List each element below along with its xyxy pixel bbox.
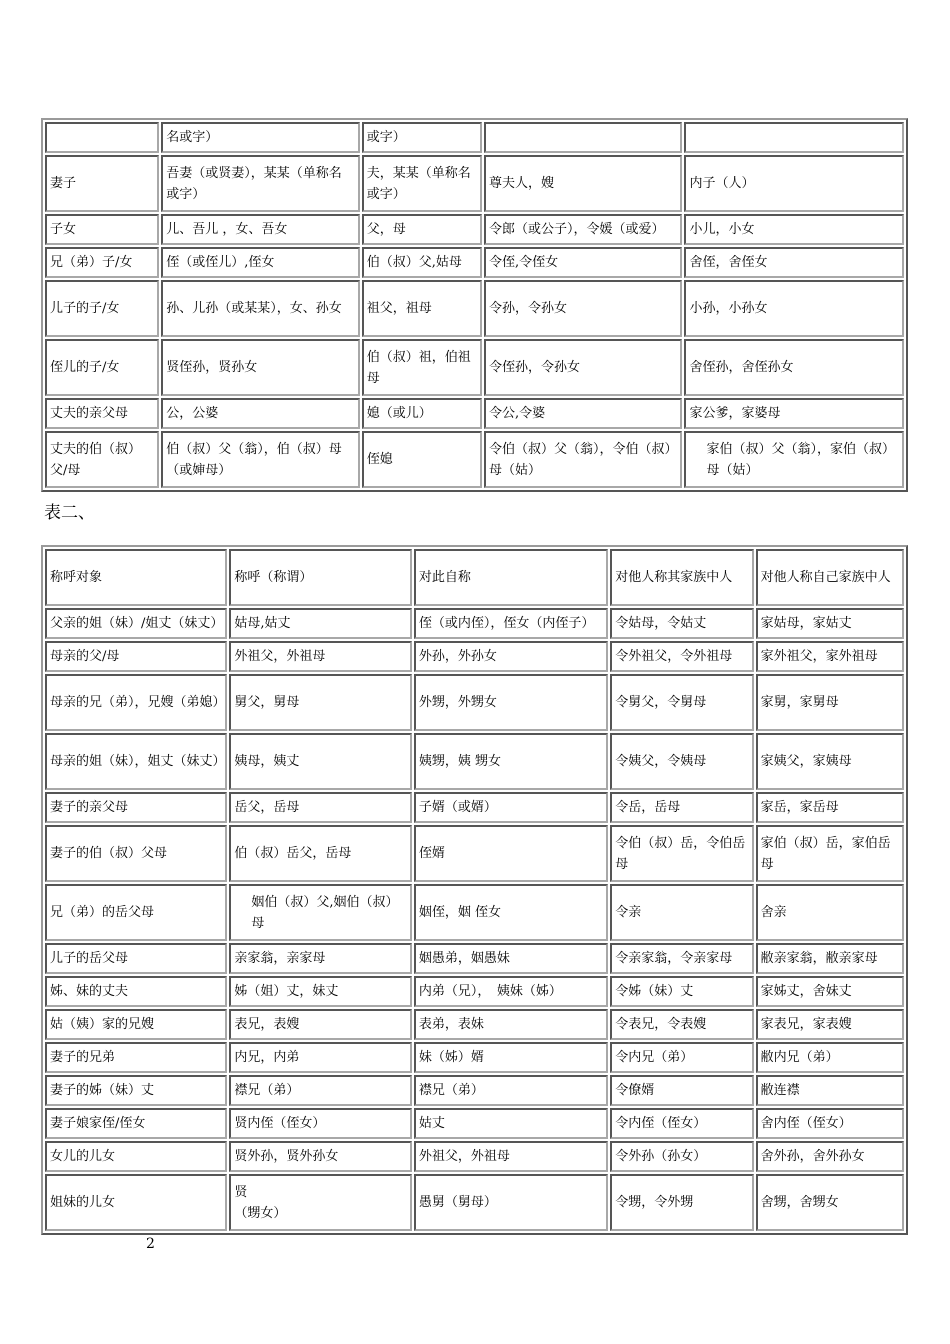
table-cell xyxy=(45,122,159,153)
table-cell: 小儿，小女 xyxy=(684,214,904,245)
table-cell: 家外祖父，家外祖母 xyxy=(756,641,904,672)
table-cell: 伯（叔）父,姑母 xyxy=(362,247,482,278)
page-number: 2 xyxy=(146,1236,155,1252)
table-row xyxy=(45,884,904,941)
table-cell: 贤 （甥女） xyxy=(229,1174,411,1231)
table-row xyxy=(45,398,904,429)
table-cell: 令姨父，令姨母 xyxy=(610,733,753,790)
table-cell: 姨甥，姨 甥女 xyxy=(414,733,608,790)
table-row xyxy=(45,1042,904,1073)
table-row xyxy=(45,1174,904,1231)
table-cell: 侄（或侄儿）,侄女 xyxy=(161,247,359,278)
table-row xyxy=(45,1108,904,1139)
table-cell: 家公爹，家婆母 xyxy=(684,398,904,429)
table-cell: 称呼（称谓） xyxy=(229,549,411,606)
table-cell: 姊、妹的丈夫 xyxy=(45,976,227,1007)
table-cell: 令亲 xyxy=(610,884,753,941)
table-cell: 舅父，舅母 xyxy=(229,674,411,731)
table-cell: 舍侄孙，舍侄孙女 xyxy=(684,339,904,396)
table-cell: 舍亲 xyxy=(756,884,904,941)
table-cell: 称呼对象 xyxy=(45,549,227,606)
table-cell: 丈夫的伯（叔）父/母 xyxy=(45,431,159,488)
table-cell: 父亲的姐（妹）/姐丈（妹丈） xyxy=(45,608,227,639)
table-cell: 贤侄孙，贤孙女 xyxy=(161,339,359,396)
table-cell: 侄儿的子/女 xyxy=(45,339,159,396)
table-cell: 子女 xyxy=(45,214,159,245)
kinship-table-1 xyxy=(41,118,908,492)
table-row xyxy=(45,641,904,672)
table-cell: 令表兄，令表嫂 xyxy=(610,1009,753,1040)
table-cell: 家舅，家舅母 xyxy=(756,674,904,731)
table-cell: 敝内兄（弟） xyxy=(756,1042,904,1073)
table-cell: 令伯（叔）岳，令伯岳母 xyxy=(610,825,753,882)
table-cell: 姑（姨）家的兄嫂 xyxy=(45,1009,227,1040)
table-cell: 舍内侄（侄女） xyxy=(756,1108,904,1139)
table-cell: 舍侄，舍侄女 xyxy=(684,247,904,278)
table-cell: 姨母，姨丈 xyxy=(229,733,411,790)
table-row xyxy=(45,155,904,212)
table-row xyxy=(45,943,904,974)
table-cell: 内子（人） xyxy=(684,155,904,212)
table-row xyxy=(45,1141,904,1172)
table-cell: 对他人称自己家族中人 xyxy=(756,549,904,606)
table-cell xyxy=(684,122,904,153)
table-cell: 母亲的父/母 xyxy=(45,641,227,672)
table-cell: 敝连襟 xyxy=(756,1075,904,1106)
table-cell: 令侄孙，令孙女 xyxy=(484,339,682,396)
table-cell: 表弟，表妹 xyxy=(414,1009,608,1040)
table-cell: 女儿的儿女 xyxy=(45,1141,227,1172)
table-cell: 小孙，小孙女 xyxy=(684,280,904,337)
table-cell: 内弟（兄）， 姨妹（姊） xyxy=(414,976,608,1007)
table-cell: 侄媳 xyxy=(362,431,482,488)
table-cell: 表兄，表嫂 xyxy=(229,1009,411,1040)
table-cell: 家岳，家岳母 xyxy=(756,792,904,823)
table-cell: 丈夫的亲父母 xyxy=(45,398,159,429)
table-cell: 尊夫人，嫂 xyxy=(484,155,682,212)
table-cell: 家伯（叔）岳，家伯岳母 xyxy=(756,825,904,882)
table-cell: 祖父，祖母 xyxy=(362,280,482,337)
table-cell: 令孙，令孙女 xyxy=(484,280,682,337)
table-header-row xyxy=(45,549,904,606)
table-cell: 儿子的岳父母 xyxy=(45,943,227,974)
table-cell: 外甥，外甥女 xyxy=(414,674,608,731)
table-cell: 令侄,令侄女 xyxy=(484,247,682,278)
table-cell: 家姊丈，舍妹丈 xyxy=(756,976,904,1007)
table-cell: 令僚婿 xyxy=(610,1075,753,1106)
table-row xyxy=(45,825,904,882)
table-row xyxy=(45,339,904,396)
table-cell: 妻子 xyxy=(45,155,159,212)
table-row xyxy=(45,280,904,337)
table-row xyxy=(45,247,904,278)
table-cell: 外孙，外孙女 xyxy=(414,641,608,672)
table-cell: 襟兄（弟） xyxy=(229,1075,411,1106)
table-cell: 贤外孙，贤外孙女 xyxy=(229,1141,411,1172)
table-cell: 妻子的姊（妹）丈 xyxy=(45,1075,227,1106)
table-cell: 夫，某某（单称名或字） xyxy=(362,155,482,212)
table-cell: 公，公婆 xyxy=(161,398,359,429)
table-cell: 伯（叔）岳父，岳母 xyxy=(229,825,411,882)
table-cell: 媳（或儿） xyxy=(362,398,482,429)
table-row xyxy=(45,733,904,790)
table-cell: 妻子娘家侄/侄女 xyxy=(45,1108,227,1139)
table-cell: 令外孙（孙女） xyxy=(610,1141,753,1172)
table-cell: 姑母,姑丈 xyxy=(229,608,411,639)
table-cell: 姻愚弟，姻愚妹 xyxy=(414,943,608,974)
table-cell: 母亲的姐（妹），姐丈（妹丈） xyxy=(45,733,227,790)
table-cell: 亲家翁，亲家母 xyxy=(229,943,411,974)
table-row xyxy=(45,1075,904,1106)
table-cell: 家姑母，家姑丈 xyxy=(756,608,904,639)
table-row xyxy=(45,431,904,488)
table-cell: 妻子的亲父母 xyxy=(45,792,227,823)
table-cell: 名或字） xyxy=(161,122,359,153)
table-caption: 表二、 xyxy=(44,503,95,523)
table-cell: 襟兄（弟） xyxy=(414,1075,608,1106)
table-cell: 孙、儿孙（或某某），女、孙女 xyxy=(161,280,359,337)
table-cell: 令岳，岳母 xyxy=(610,792,753,823)
table-cell: 岳父，岳母 xyxy=(229,792,411,823)
kinship-table-2 xyxy=(41,545,908,1235)
table-cell: 令甥，令外甥 xyxy=(610,1174,753,1231)
table-cell: 或字） xyxy=(362,122,482,153)
table-cell: 姻伯（叔）父,姻伯（叔）母 xyxy=(229,884,411,941)
table-cell: 令公,令婆 xyxy=(484,398,682,429)
table-row xyxy=(45,122,904,153)
table-cell: 伯（叔）祖，伯祖母 xyxy=(362,339,482,396)
table-cell: 妻子的伯（叔）父母 xyxy=(45,825,227,882)
table-cell: 舍外孙，舍外孙女 xyxy=(756,1141,904,1172)
table-row xyxy=(45,674,904,731)
table-row xyxy=(45,792,904,823)
table-cell: 愚舅（舅母） xyxy=(414,1174,608,1231)
table-cell: 令舅父，令舅母 xyxy=(610,674,753,731)
table-row xyxy=(45,1009,904,1040)
table-cell: 儿、吾儿 ，女、吾女 xyxy=(161,214,359,245)
table-cell: 对此自称 xyxy=(414,549,608,606)
table-cell: 令姊（妹）丈 xyxy=(610,976,753,1007)
table-cell: 儿子的子/女 xyxy=(45,280,159,337)
table-cell: 令姑母，令姑丈 xyxy=(610,608,753,639)
table-cell: 外祖父，外祖母 xyxy=(414,1141,608,1172)
table-cell: 令亲家翁，令亲家母 xyxy=(610,943,753,974)
table-cell: 内兄，内弟 xyxy=(229,1042,411,1073)
table-cell: 敝亲家翁，敝亲家母 xyxy=(756,943,904,974)
table-cell: 令外祖父，令外祖母 xyxy=(610,641,753,672)
table-cell: 外祖父，外祖母 xyxy=(229,641,411,672)
table-cell: 伯（叔）父（翁），伯（叔）母（或婶母） xyxy=(161,431,359,488)
table-cell: 贤内侄（侄女） xyxy=(229,1108,411,1139)
table-cell xyxy=(484,122,682,153)
table-cell: 兄（弟）子/女 xyxy=(45,247,159,278)
table-row xyxy=(45,608,904,639)
table-cell: 家姨父，家姨母 xyxy=(756,733,904,790)
table-cell: 母亲的兄（弟），兄嫂（弟媳） xyxy=(45,674,227,731)
table-cell: 舍甥，舍甥女 xyxy=(756,1174,904,1231)
table-cell: 令内侄（侄女） xyxy=(610,1108,753,1139)
table-cell: 吾妻（或贤妻），某某（单称名或字） xyxy=(161,155,359,212)
table-cell: 令伯（叔）父（翁），令伯（叔）母（姑） xyxy=(484,431,682,488)
table-cell: 姐妹的儿女 xyxy=(45,1174,227,1231)
table-cell: 子婿（或婿） xyxy=(414,792,608,823)
table-cell: 侄婿 xyxy=(414,825,608,882)
table-cell: 家表兄，家表嫂 xyxy=(756,1009,904,1040)
table-row xyxy=(45,214,904,245)
table-cell: 姑丈 xyxy=(414,1108,608,1139)
table-cell: 令郎（或公子），令媛（或爱） xyxy=(484,214,682,245)
table-cell: 姻侄，姻 侄女 xyxy=(414,884,608,941)
table-cell: 兄（弟）的岳父母 xyxy=(45,884,227,941)
table-cell: 姊（姐）丈，妹丈 xyxy=(229,976,411,1007)
table-cell: 父，母 xyxy=(362,214,482,245)
table-row xyxy=(45,976,904,1007)
table-cell: 令内兄（弟） xyxy=(610,1042,753,1073)
table-cell: 妹（姊）婿 xyxy=(414,1042,608,1073)
table-cell: 妻子的兄弟 xyxy=(45,1042,227,1073)
table-cell: 侄（或内侄），侄女（内侄子） xyxy=(414,608,608,639)
table-cell: 家伯（叔）父（翁），家伯（叔）母（姑） xyxy=(684,431,904,488)
table-cell: 对他人称其家族中人 xyxy=(610,549,753,606)
